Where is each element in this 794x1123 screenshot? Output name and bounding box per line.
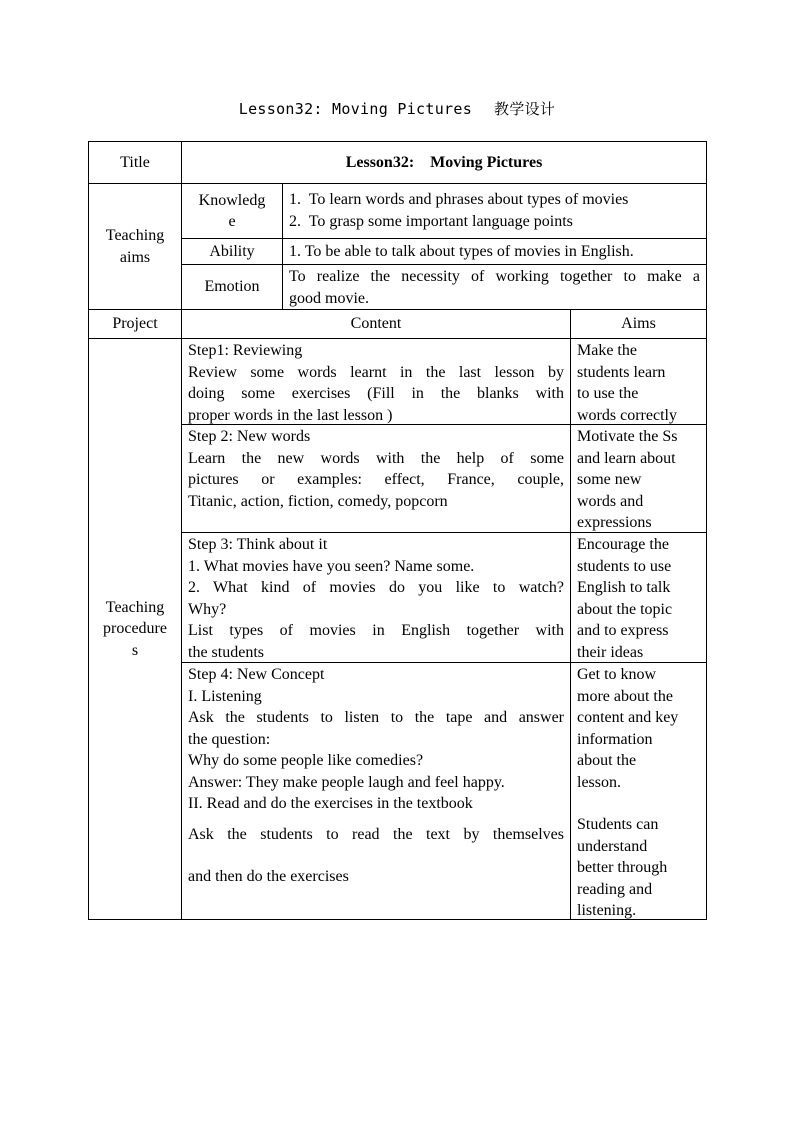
step-content-cell [182,339,571,425]
step-aims-line: and learn about [577,449,676,467]
step-aims-line: expressions [577,514,652,531]
ability-content-cell [283,239,707,265]
step-content-line: the students [188,643,264,661]
title-label: Title [120,153,150,171]
document-title-en: Lesson32: Moving Pictures [238,100,473,118]
step-aims-line: Make the [577,342,637,359]
step-heading: Step 2: New words [188,428,311,445]
procedures-label: Teaching [105,598,165,616]
step-aims-line: and to express [577,622,669,639]
step-content-line: Why? [188,600,227,618]
knowledge-content-cell [283,184,707,239]
step-content-line: the question: [188,730,271,748]
ability-label-cell [182,239,283,265]
step-aims-line: some new [577,471,642,488]
title-value: Lesson32: Moving Pictures [345,153,543,171]
lesson-plan-table [88,141,707,920]
step-content-line: Titanic, action, fiction, comedy, popcorn [188,492,448,510]
step-content-line: and then do the exercises [188,868,349,885]
procedures-label: s [131,641,139,659]
step-aims-line: better through [577,859,668,876]
step-content-cell [182,663,571,920]
document-title [0,98,794,119]
step-content-line: Ask the students to listen to the tape and answer [188,709,564,726]
knowledge-label: Knowledg [198,191,266,209]
aims-header-label: Aims [621,315,656,333]
emotion-content-cell [283,265,707,310]
step-content-cell [182,425,571,533]
step-aims-line: words correctly [577,406,677,424]
step-content-line: 1. What movies have you seen? Name some. [188,557,475,575]
step-content-line: Why do some people like comedies? [188,752,424,769]
step-aims-line: Get to know [577,666,657,683]
aims-header [571,310,707,339]
document-title-cn: 教学设计 [494,100,556,118]
knowledge-label: e [228,213,236,230]
step-content-line: List types of movies in English together with [188,622,564,639]
step-aims-cell [571,425,707,533]
step-heading: Step1: Reviewing [188,342,303,359]
procedures-label: procedure [103,620,167,638]
project-header [89,310,182,339]
step-aims-line: listening. [577,902,637,919]
step-aims-line: reading and [577,880,653,898]
knowledge-line: 1. To learn words and phrases about types of movies [289,191,629,208]
step-aims-line: understand [577,837,648,855]
step-aims-line: about the [577,752,637,769]
step-aims-cell [571,663,707,920]
emotion-label-cell [182,265,283,310]
step-content-line: Review some words learnt in the last lesson by [188,363,564,381]
step-aims-line: students learn [577,363,666,381]
step-content-line: Answer: They make people laugh and feel happy. [188,773,505,791]
step-heading: Step 4: New Concept [188,666,325,683]
knowledge-label-cell [182,184,283,239]
ability-line: 1. To be able to talk about types of movies in English. [289,243,634,260]
step-heading: Step 3: Think about it [188,536,328,553]
step-aims-line: Encourage the [577,536,669,553]
step-aims-line: to use the [577,385,639,402]
step-aims-line: more about the [577,687,673,705]
title-value-cell [182,142,707,184]
step-content-cell [182,533,571,663]
step-aims-line: Motivate the Ss [577,428,678,445]
teaching-aims-label: Teaching [105,227,165,244]
content-header-label: Content [350,315,402,333]
step-aims-line: words and [577,492,644,510]
step-content-line: Ask the students to read the text by themselves [188,825,564,843]
step-aims-cell [571,533,707,663]
step-aims-line: their ideas [577,643,644,661]
step-content-line: doing some exercises (Fill in the blanks with [188,385,564,402]
title-label-cell [89,142,182,184]
emotion-label: Emotion [204,278,260,296]
step-content-line: pictures or examples: effect, France, couple, [188,471,564,488]
step-content-line: proper words in the last lesson ) [188,406,393,424]
ability-label: Ability [209,242,255,260]
step-content-line: Learn the new words with the help of some [188,449,564,467]
teaching-aims-label-cell [89,184,182,310]
step-aims-line: about the topic [577,600,673,618]
teaching-procedures-label-cell [89,339,182,920]
step-aims-line: Students can [577,816,659,833]
emotion-line: good movie. [289,289,369,307]
emotion-line: To realize the necessity of working together to make a [289,268,700,285]
step-aims-cell [571,339,707,425]
content-header [182,310,571,339]
step-content-line: I. Listening [188,687,262,705]
step-aims-line: content and key [577,709,679,726]
project-header-label: Project [112,315,158,333]
step-aims-line: students to use [577,557,672,575]
step-aims-line: English to talk [577,579,671,596]
step-aims-line: lesson. [577,773,621,791]
step-aims-line: information [577,730,653,748]
step-content-line: II. Read and do the exercises in the textbook [188,795,473,812]
step-content-line: 2. What kind of movies do you like to watch? [188,579,564,596]
teaching-aims-label: aims [119,248,151,266]
knowledge-line: 2. To grasp some important language points [289,212,573,230]
